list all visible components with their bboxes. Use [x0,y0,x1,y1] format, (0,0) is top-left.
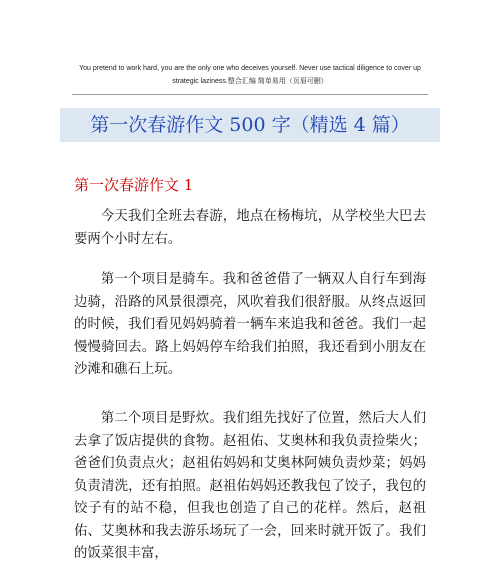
paragraph: 今天我们全班去春游，地点在杨梅坑，从学校坐大巴去要两个小时左右。 [74,209,426,247]
header-divider [72,94,428,95]
section-heading: 第一次春游作文 1 [74,176,194,194]
header-source-line: strategic laziness.整合汇编 简单易用（页眉可删） [172,78,328,85]
paragraph: 第一个项目是骑车。我和爸爸借了一辆双人自行车到海边骑，沿路的风景很漂亮，风吹着我们很舒服。从终点返回的时候，我们看见妈妈骑着一辆车来追我和爸爸。我们一起慢慢骑回去。路上妈妈停车给我们拍照，我还看到小朋友在沙滩和礁石上玩。 [74,272,426,377]
header-motto-line: You pretend to work hard, you are the only one who deceives yourself. Never use tactical diligence to cover up [79,65,421,72]
paragraph: 第二个项目是野炊。我们组先找好了位置，然后大人们去拿了饭店提供的食物。赵祖佑、艾奥林和我负责捡柴火；爸爸们负责点火；赵祖佑妈妈和艾奥林阿姨负责炒菜；妈妈负责清洗，还有拍照。赵祖佑妈妈还教我包了饺子，我包的饺子有的站不稳，但我也创造了自己的花样。然后，赵祖佑、艾奥林和我去游乐场玩了一会，回来时就开饭了。我们的饭菜很丰富， [74,411,426,561]
document-title: 第一次春游作文 500 字（精选 4 篇） [60,108,440,142]
page-header [72,62,428,88]
